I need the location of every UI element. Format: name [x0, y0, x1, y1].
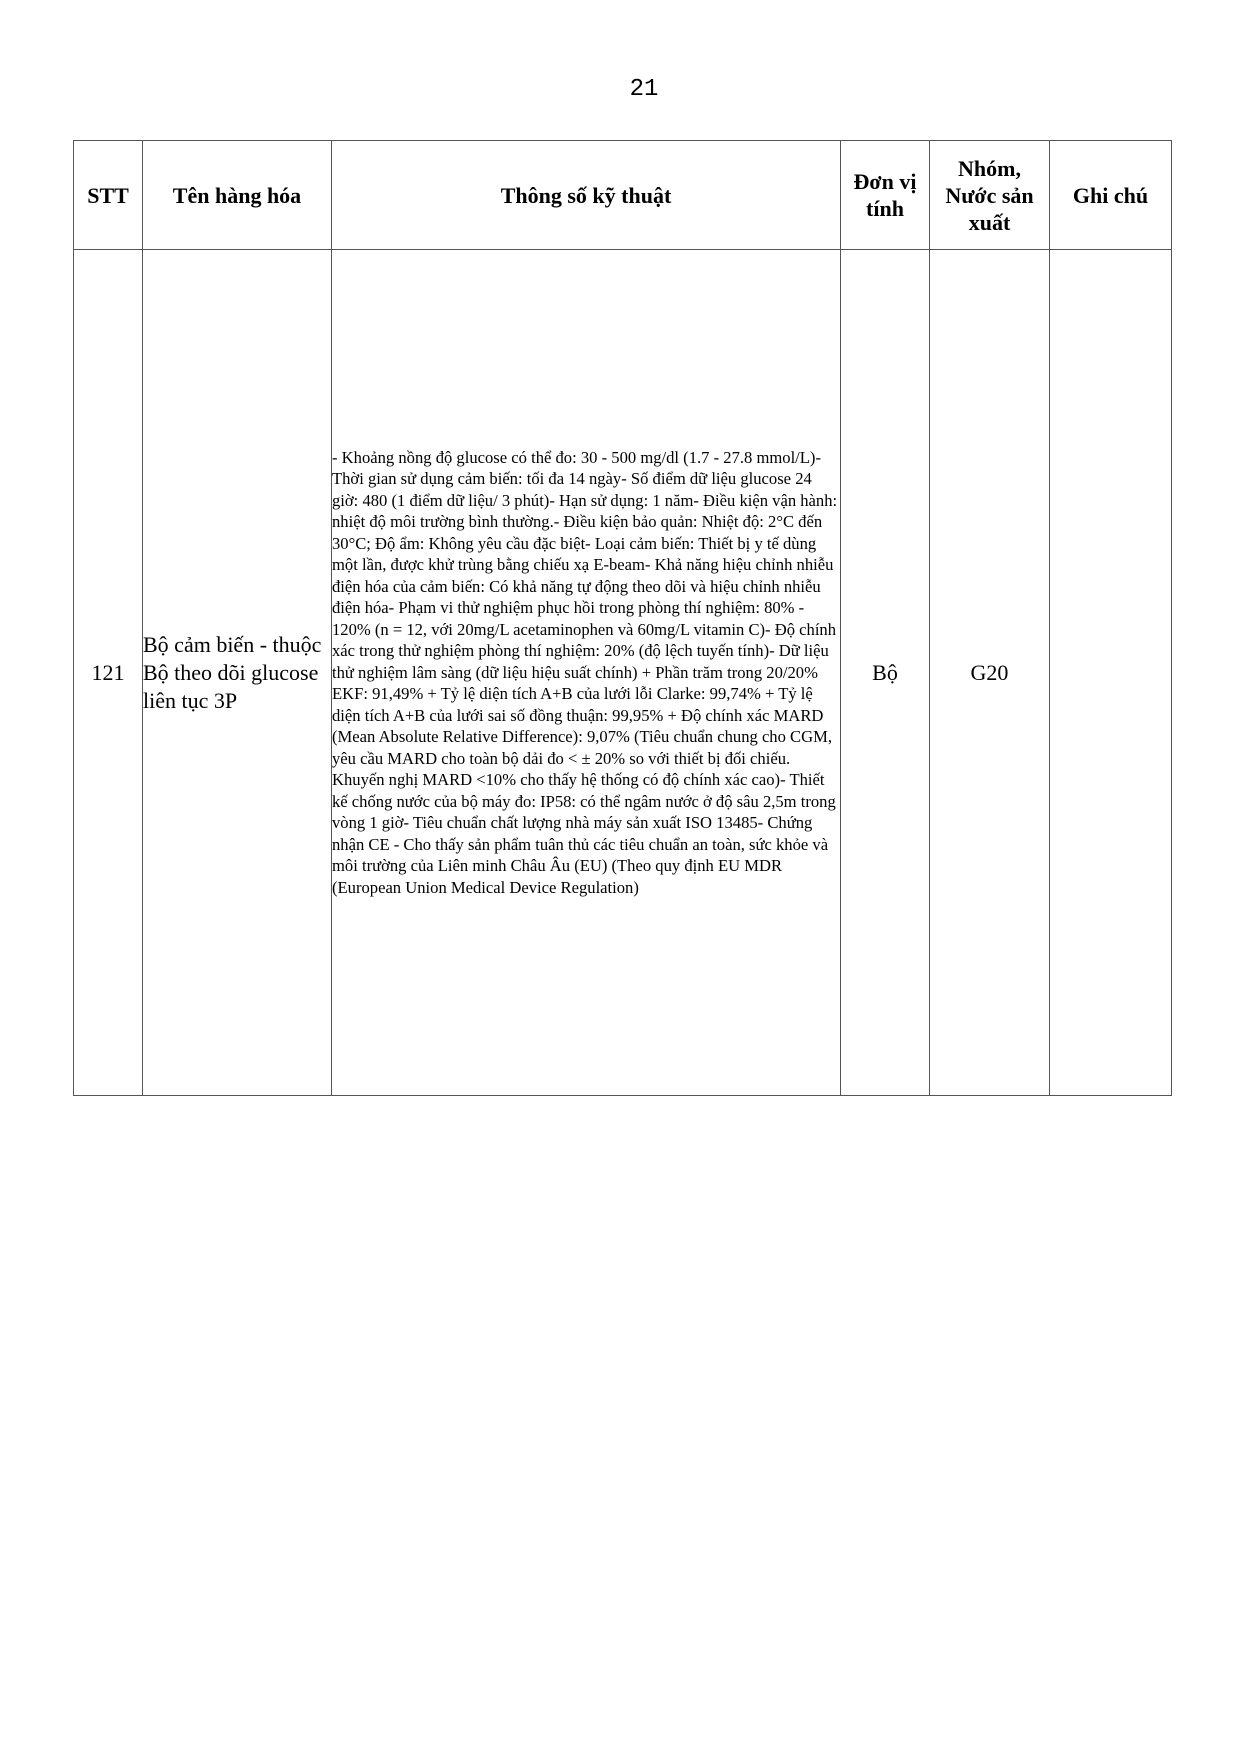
table-body: [74, 250, 1172, 1096]
header-unit: Đơn vị tính: [841, 141, 930, 250]
table-row: [74, 250, 1172, 1096]
row-name: Bộ cảm biến - thuộc Bộ theo dõi glucose liên tục 3P: [143, 250, 332, 1096]
header-name: Tên hàng hóa: [143, 141, 332, 250]
page-number: 21: [629, 76, 659, 103]
row-unit: Bộ: [841, 250, 930, 1096]
goods-table: [73, 140, 1172, 1096]
table-header: [74, 141, 1172, 250]
header-note: Ghi chú: [1050, 141, 1172, 250]
header-row: [74, 141, 1172, 250]
row-origin: G20: [930, 250, 1050, 1096]
header-origin: Nhóm, Nước sản xuất: [930, 141, 1050, 250]
row-note: [1050, 250, 1172, 1096]
header-stt: STT: [74, 141, 143, 250]
row-stt: 121: [74, 250, 143, 1096]
row-spec: - Khoảng nồng độ glucose có thể đo: 30 - 500 mg/dl (1.7 - 27.8 mmol/L)- Thời gian sử dụng cảm biến: tối đa 14 ngày- Số điểm dữ liệu glucose 24 giờ: 480 (1 điểm dữ liệu/ 3 phút)- Hạn sử dụng: 1 năm- Điều kiện vận hành: nhiệt độ môi trường bình thường.- Điều kiện bảo quản: Nhiệt độ: 2°C đến 30°C; Độ ẩm: Không yêu cầu đặc biệt- Loại cảm biến: Thiết bị y tế dùng một lần, được khử trùng bằng chiếu xạ E-beam- Khả năng hiệu chỉnh nhiễu điện hóa của cảm biến: Có khả năng tự động theo dõi và hiệu chỉnh nhiễu điện hóa- Phạm vi thử nghiệm phục hồi trong phòng thí nghiệm: 80% - 120% (n = 12, với 20mg/L acetaminophen và 60mg/L vitamin C)- Độ chính xác trong thử nghiệm phòng thí nghiệm: 20% (độ lệch tuyến tính)- Dữ liệu thử nghiệm lâm sàng (dữ liệu hiệu suất chính) + Phần trăm trong 20/20% EKF: 91,49% + Tỷ lệ diện tích A+B của lưới lỗi Clarke: 99,74% + Tỷ lệ diện tích A+B của lưới sai số đồng thuận: 99,95% + Độ chính xác MARD (Mean Absolute Relative Difference): 9,07% (Tiêu chuẩn chung cho CGM, yêu cầu MARD cho toàn bộ dải đo < ± 20% so với thiết bị đối chiếu. Khuyến nghị MARD <10% cho thấy hệ thống có độ chính xác cao)- Thiết kế chống nước của bộ máy đo: IP58: có thể ngâm nước ở độ sâu 2,5m trong vòng 1 giờ- Tiêu chuẩn chất lượng nhà máy sản xuất ISO 13485- Chứng nhận CE - Cho thấy sản phẩm tuân thủ các tiêu chuẩn an toàn, sức khỏe và môi trường của Liên minh Châu Âu (EU) (Theo quy định EU MDR (European Union Medical Device Regulation): [332, 250, 841, 1096]
header-spec: Thông số kỹ thuật: [332, 141, 841, 250]
